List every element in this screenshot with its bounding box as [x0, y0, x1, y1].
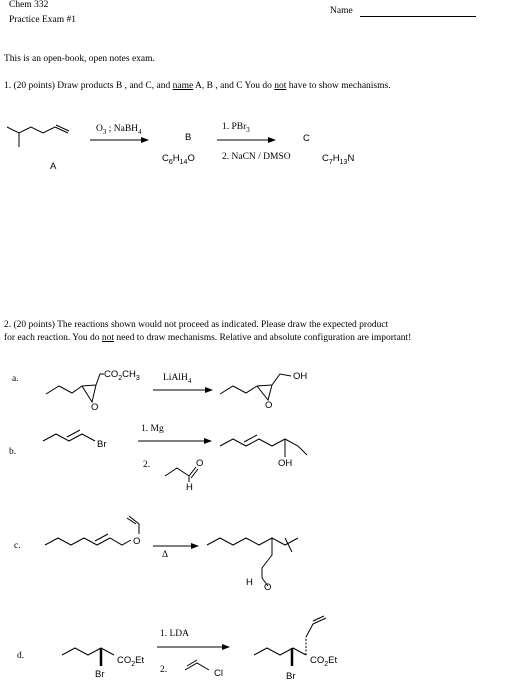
question-2-line-2: for each reaction. You do not need to draw mechanisms. Relative and absolute configuration are important!: [4, 333, 412, 343]
part-c-aldehyde-h: H: [246, 577, 253, 588]
exam-title: Practice Exam #1: [9, 15, 77, 25]
part-a-epoxide-ring: [82, 385, 96, 402]
compound-a-structure: [7, 127, 68, 133]
part-b-propanal-chain: [165, 467, 196, 476]
part-d-start-chain: [62, 648, 114, 655]
part-a-ester-group: $CO_2CH_3$: [104, 369, 140, 382]
compound-c-label: C: [303, 133, 310, 144]
part-c-product-chain: [207, 538, 298, 545]
part-b-product-oh: OH: [278, 458, 293, 469]
part-a-product-epoxide-ring: [257, 385, 272, 400]
formula-b: $C_6H_{14}O$: [162, 153, 195, 166]
part-b-step-1: 1. Mg: [141, 424, 164, 434]
part-b-label: b.: [9, 447, 17, 457]
part-b-aldehyde-h: H: [186, 482, 193, 493]
part-a-label: a.: [12, 374, 19, 384]
part-c-ether-o: O: [133, 536, 141, 547]
part-a-product-epoxide-c: [257, 385, 272, 386]
part-c-aldehyde-o: O: [264, 582, 272, 593]
part-b-step-2: 2.: [143, 460, 151, 470]
name-label: Name: [330, 6, 353, 16]
part-d-product-bromine: Br: [286, 671, 296, 682]
part-d-product-allyl: [306, 618, 326, 637]
reagent-nacn-dmso: 2. NaCN / DMSO: [222, 152, 291, 162]
part-d-ester: $CO_2Et$: [117, 655, 145, 668]
part-d-step-1: 1. LDA: [160, 629, 190, 639]
part-d-product-ester: $CO_2Et$: [310, 655, 338, 668]
part-c-product-co: [262, 578, 268, 586]
question-1-text: 1. (20 points) Draw products B , and C, and name A, B , and C You do not have to show mechanisms.: [4, 81, 391, 91]
part-a-start-chain: [46, 386, 82, 394]
part-a-reagent: LiAlH$_4$: [163, 373, 192, 385]
part-a-ester-chain: [96, 374, 104, 385]
part-d-step-2: 2.: [160, 665, 168, 675]
part-a-product-o: O: [265, 400, 273, 411]
part-d-label: d.: [17, 651, 25, 661]
part-c-vinyl: [129, 516, 139, 534]
part-d-product-allyl-double: [313, 616, 324, 621]
part-b-product-chain: [220, 439, 307, 455]
part-d-chlorine: Cl: [214, 668, 223, 679]
part-a-product-oh: OH: [293, 371, 308, 382]
part-b-propanal-co: [191, 469, 198, 478]
part-b-start-chain: [43, 434, 95, 441]
compound-a-label: A: [50, 161, 57, 172]
part-c-start-chain: [45, 538, 131, 545]
part-b-aldehyde-o: O: [196, 458, 204, 469]
part-c-product-aldehyde-chain: [262, 538, 272, 578]
exam-instructions: This is an open-book, open notes exam.: [4, 54, 155, 64]
formula-c: $C_7H_{13}N$: [322, 153, 355, 166]
course-title: Chem 332: [9, 0, 49, 10]
part-a-epoxide-c1: [82, 385, 96, 386]
part-d-allyl-double: [187, 660, 197, 666]
part-a-epoxide-o: O: [91, 402, 99, 413]
part-a-product-alcohol-chain: [272, 374, 291, 385]
reagent-pbr3: 1. PBr$_3$: [222, 122, 250, 134]
compound-b-label: B: [185, 132, 192, 143]
part-d-allyl-chloride: [185, 663, 209, 670]
part-b-bromine: Br: [97, 439, 107, 450]
part-c-heat-symbol: Δ: [162, 550, 169, 560]
part-c-label: c.: [14, 541, 21, 551]
part-d-bromine: Br: [95, 669, 105, 680]
part-a-product-chain: [220, 386, 257, 394]
part-d-product-chain: [254, 648, 306, 655]
reagent-ozonolysis: $O_3$ ; NaBH$_4$: [96, 124, 142, 136]
question-2-line-1: 2. (20 points) The reactions shown would not proceed as indicated. Please draw the expected product: [4, 320, 389, 330]
